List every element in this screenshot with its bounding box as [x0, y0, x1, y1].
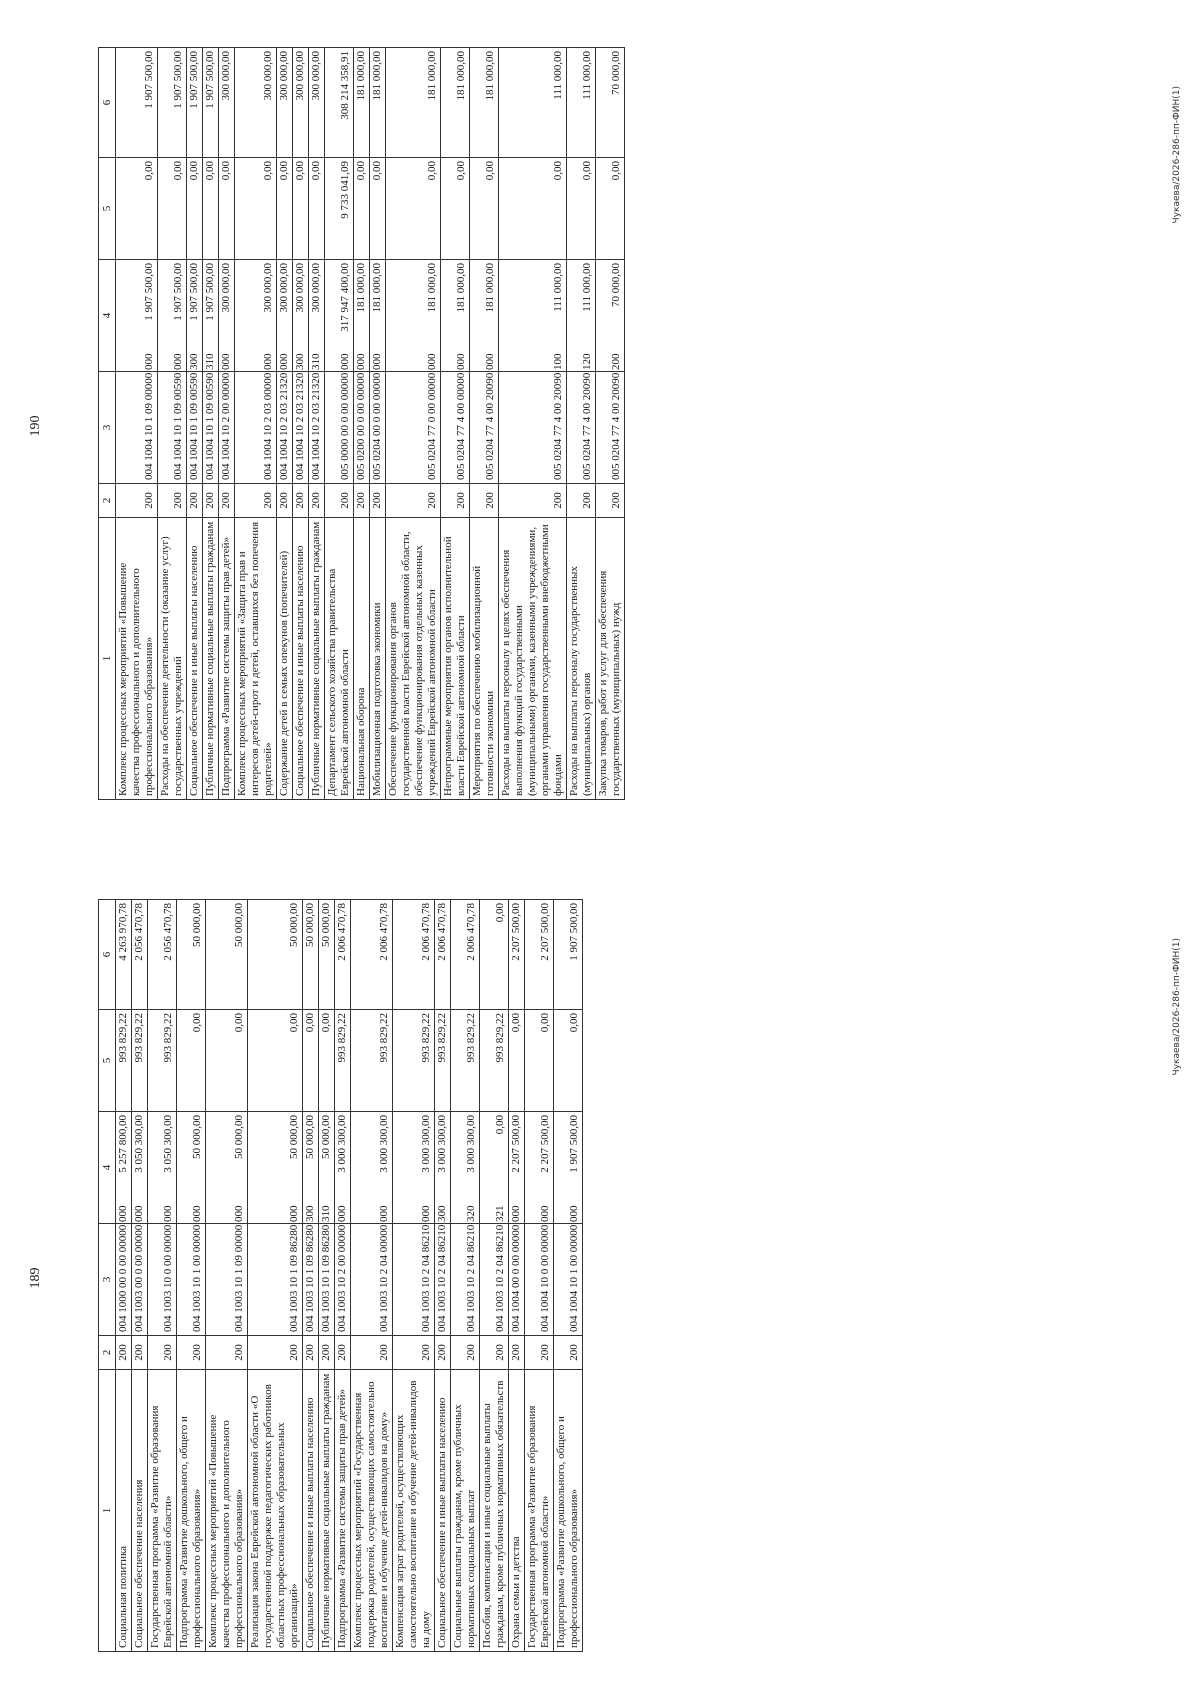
cell-change: 0,00 [567, 158, 596, 260]
cell-total: 2 207 500,00 [525, 900, 554, 1010]
cell-grbs: 200 [293, 484, 309, 518]
cell-code: 004 1004 10 1 09 00000 000 [116, 372, 158, 484]
cell-plan: 50 000,00 [303, 1112, 319, 1224]
cell-code: 004 1004 10 2 03 21320 310 [309, 372, 325, 484]
cell-name: Подпрограмма «Развитие дошкольного, общего и профессионального образования» [177, 1370, 206, 1652]
cell-total: 181 000,00 [370, 48, 386, 158]
cell-plan: 3 000 300,00 [393, 1112, 435, 1224]
cell-name: Публичные нормативные социальные выплаты гражданам [309, 518, 325, 800]
cell-grbs: 200 [132, 1336, 148, 1370]
cell-name: Социальное обеспечение и иные выплаты населению [187, 518, 203, 800]
cell-total: 181 000,00 [354, 48, 370, 158]
cell-code: 005 0204 77 4 00 20090 200 [596, 372, 625, 484]
cell-total: 1 907 500,00 [158, 48, 187, 158]
cell-grbs: 200 [499, 484, 567, 518]
table-header-row [99, 900, 116, 1652]
cell-total: 2 056 470,78 [132, 900, 148, 1010]
cell-plan: 111 000,00 [499, 260, 567, 372]
cell-grbs: 200 [354, 484, 370, 518]
cell-change: 0,00 [248, 1010, 303, 1112]
cell-grbs: 200 [303, 1336, 319, 1370]
cell-name: Социальная политика [116, 1370, 132, 1652]
table-row [148, 900, 177, 1652]
cell-change: 993 829,22 [451, 1010, 480, 1112]
cell-grbs: 200 [309, 484, 325, 518]
cell-plan: 300 000,00 [235, 260, 277, 372]
cell-plan: 111 000,00 [567, 260, 596, 372]
cell-total: 1 907 500,00 [554, 900, 583, 1010]
cell-grbs: 200 [351, 1336, 393, 1370]
table-row [335, 900, 351, 1652]
cell-code: 004 1004 10 1 09 00590 300 [187, 372, 203, 484]
cell-name: Расходы на выплаты персоналу государственных (муниципальных) органов [567, 518, 596, 800]
cell-change: 993 829,22 [335, 1010, 351, 1112]
table-row [435, 900, 451, 1652]
cell-name: Публичные нормативные социальные выплаты гражданам [203, 518, 219, 800]
cell-grbs: 200 [187, 484, 203, 518]
cell-total: 300 000,00 [293, 48, 309, 158]
cell-name: Подпрограмма «Развитие системы защиты прав детей» [219, 518, 235, 800]
cell-total: 50 000,00 [177, 900, 206, 1010]
cell-plan: 1 907 500,00 [554, 1112, 583, 1224]
cell-total: 4 263 970,78 [116, 900, 132, 1010]
cell-change: 0,00 [354, 158, 370, 260]
cell-plan: 3 050 300,00 [148, 1112, 177, 1224]
table-row [277, 48, 293, 800]
cell-change: 0,00 [293, 158, 309, 260]
page-number: 189 [28, 1267, 43, 1289]
table-header-row [99, 48, 116, 800]
cell-name: Комплекс процессных мероприятий «Повышение качества профессионального и дополнительного профессионального образования» [206, 1370, 248, 1652]
cell-total: 2 006 470,78 [351, 900, 393, 1010]
cell-plan: 1 907 500,00 [203, 260, 219, 372]
cell-total: 50 000,00 [206, 900, 248, 1010]
cell-name: Непрограммные мероприятия органов исполнительной власти Еврейской автономной области [441, 518, 470, 800]
column-header: 5 [99, 1010, 116, 1112]
cell-name: Пособия, компенсации и иные социальные выплаты гражданам, кроме публичных нормативных обязательств [480, 1370, 509, 1652]
cell-total: 1 907 500,00 [203, 48, 219, 158]
page-189-block [0, 852, 1200, 1704]
cell-plan: 300 000,00 [293, 260, 309, 372]
cell-code: 005 0204 77 4 00 20090 000 [470, 372, 499, 484]
cell-plan: 3 000 300,00 [335, 1112, 351, 1224]
column-header: 6 [99, 48, 116, 158]
cell-name: Национальная оборона [354, 518, 370, 800]
cell-plan: 300 000,00 [219, 260, 235, 372]
cell-code: 004 1003 10 2 04 86210 321 [480, 1224, 509, 1336]
cell-plan: 1 907 500,00 [187, 260, 203, 372]
cell-total: 111 000,00 [567, 48, 596, 158]
cell-name: Комплекс процессных мероприятий «Государственная поддержка родителей, осуществляющих самостоятельно воспитание и обучение детей-инвалидов на дому» [351, 1370, 393, 1652]
cell-code: 004 1004 10 1 00 00000 000 [554, 1224, 583, 1336]
cell-name: Социальные выплаты гражданам, кроме публичных нормативных социальных выплат [451, 1370, 480, 1652]
table-row [525, 900, 554, 1652]
cell-code: 004 1004 10 2 03 00000 000 [235, 372, 277, 484]
table-row [354, 48, 370, 800]
cell-code: 004 1003 00 0 00 00000 000 [132, 1224, 148, 1336]
table-row [235, 48, 277, 800]
cell-plan: 181 000,00 [370, 260, 386, 372]
cell-change: 0,00 [309, 158, 325, 260]
column-header: 4 [99, 260, 116, 372]
cell-change: 993 829,22 [148, 1010, 177, 1112]
cell-change: 0,00 [158, 158, 187, 260]
cell-grbs: 200 [206, 1336, 248, 1370]
cell-code: 004 1003 10 2 04 86210 000 [393, 1224, 435, 1336]
cell-total: 2 207 500,00 [509, 900, 525, 1010]
table-row [248, 900, 303, 1652]
cell-grbs: 200 [470, 484, 499, 518]
cell-grbs: 200 [393, 1336, 435, 1370]
cell-code: 004 1004 10 2 03 21320 000 [277, 372, 293, 484]
cell-code: 004 1004 10 0 00 00000 000 [525, 1224, 554, 1336]
cell-grbs: 200 [203, 484, 219, 518]
cell-plan: 50 000,00 [248, 1112, 303, 1224]
cell-code: 005 0204 00 0 00 00000 000 [370, 372, 386, 484]
table-row [509, 900, 525, 1652]
cell-plan: 181 000,00 [354, 260, 370, 372]
cell-code: 005 0000 00 0 00 00000 000 [325, 372, 354, 484]
cell-grbs: 200 [116, 1336, 132, 1370]
cell-code: 005 0204 77 4 00 20090 100 [499, 372, 567, 484]
cell-grbs: 200 [158, 484, 187, 518]
cell-name: Комплекс процессных мероприятий «Защита прав и интересов детей-сирот и детей, оставшихся без попечения родителей» [235, 518, 277, 800]
cell-code: 004 1003 10 2 04 00000 000 [351, 1224, 393, 1336]
cell-change: 0,00 [303, 1010, 319, 1112]
cell-total: 50 000,00 [248, 900, 303, 1010]
cell-plan: 0,00 [480, 1112, 509, 1224]
cell-grbs: 200 [509, 1336, 525, 1370]
table-row [309, 48, 325, 800]
table-row [351, 900, 393, 1652]
cell-total: 181 000,00 [441, 48, 470, 158]
cell-total: 300 000,00 [219, 48, 235, 158]
cell-change: 993 829,22 [351, 1010, 393, 1112]
cell-change: 0,00 [187, 158, 203, 260]
cell-name: Публичные нормативные социальные выплаты гражданам [319, 1370, 335, 1652]
cell-code: 004 1004 10 2 03 21320 300 [293, 372, 309, 484]
page-number: 190 [28, 415, 43, 437]
cell-grbs: 200 [148, 1336, 177, 1370]
cell-plan: 300 000,00 [309, 260, 325, 372]
cell-code: 004 1003 10 1 09 86280 310 [319, 1224, 335, 1336]
cell-plan: 3 000 300,00 [451, 1112, 480, 1224]
cell-change: 0,00 [370, 158, 386, 260]
table-row [187, 48, 203, 800]
table-row [370, 48, 386, 800]
cell-change: 0,00 [554, 1010, 583, 1112]
table-row [206, 900, 248, 1652]
table-row [132, 900, 148, 1652]
cell-plan: 2 207 500,00 [525, 1112, 554, 1224]
cell-change: 0,00 [319, 1010, 335, 1112]
table-row [177, 900, 206, 1652]
cell-change: 993 829,22 [480, 1010, 509, 1112]
cell-change: 0,00 [596, 158, 625, 260]
cell-change: 0,00 [203, 158, 219, 260]
table-row [441, 48, 470, 800]
cell-code: 005 0204 77 0 00 00000 000 [386, 372, 441, 484]
cell-total: 2 006 470,78 [335, 900, 351, 1010]
table-row [158, 48, 187, 800]
cell-grbs: 200 [441, 484, 470, 518]
table-row [393, 900, 435, 1652]
table-row [319, 900, 335, 1652]
table-row [470, 48, 499, 800]
cell-name: Подпрограмма «Развитие системы защиты прав детей» [335, 1370, 351, 1652]
cell-change: 0,00 [386, 158, 441, 260]
cell-total: 0,00 [480, 900, 509, 1010]
cell-name: Государственная программа «Развитие образования Еврейской автономной области» [525, 1370, 554, 1652]
cell-change: 0,00 [206, 1010, 248, 1112]
table-row [480, 900, 509, 1652]
table-row [293, 48, 309, 800]
cell-code: 004 1004 10 1 09 00590 310 [203, 372, 219, 484]
table-row [303, 900, 319, 1652]
cell-plan: 5 257 800,00 [116, 1112, 132, 1224]
cell-total: 1 907 500,00 [187, 48, 203, 158]
cell-name: Государственная программа «Развитие образования Еврейской автономной области» [148, 1370, 177, 1652]
cell-code: 005 0200 00 0 00 00000 000 [354, 372, 370, 484]
cell-name: Комплекс процессных мероприятий «Повышение качества профессионального и дополнительного профессионального образования» [116, 518, 158, 800]
cell-grbs: 200 [554, 1336, 583, 1370]
cell-total: 181 000,00 [470, 48, 499, 158]
cell-name: Мероприятия по обеспечению мобилизационной готовности экономики [470, 518, 499, 800]
cell-change: 0,00 [177, 1010, 206, 1112]
cell-code: 004 1003 10 1 00 00000 000 [177, 1224, 206, 1336]
table-row [325, 48, 354, 800]
cell-name: Расходы на выплаты персоналу в целях обеспечения выполнения функций государственными (муниципальными) органами, казенными учреждениями, органами управления государственными внебюджетными фондами [499, 518, 567, 800]
cell-change: 0,00 [499, 158, 567, 260]
cell-plan: 181 000,00 [441, 260, 470, 372]
cell-total: 2 006 470,78 [451, 900, 480, 1010]
cell-plan: 3 000 300,00 [351, 1112, 393, 1224]
cell-name: Реализация закона Еврейской автономной области «О государственной поддержке педагогических работников областных профессиональных образовательных организаций» [248, 1370, 303, 1652]
cell-grbs: 200 [248, 1336, 303, 1370]
cell-plan: 3 050 300,00 [132, 1112, 148, 1224]
cell-change: 0,00 [277, 158, 293, 260]
cell-change: 0,00 [235, 158, 277, 260]
cell-grbs: 200 [219, 484, 235, 518]
cell-change: 0,00 [525, 1010, 554, 1112]
cell-total: 300 000,00 [277, 48, 293, 158]
cell-plan: 1 907 500,00 [116, 260, 158, 372]
cell-change: 993 829,22 [393, 1010, 435, 1112]
cell-plan: 2 207 500,00 [509, 1112, 525, 1224]
cell-grbs: 200 [567, 484, 596, 518]
cell-name: Компенсация затрат родителей, осуществляющих самостоятельно воспитание и обучение детей-инвалидов на дому [393, 1370, 435, 1652]
cell-change: 9 733 041,09 [325, 158, 354, 260]
cell-code: 004 1003 10 2 04 86210 300 [435, 1224, 451, 1336]
cell-name: Социальное обеспечение и иные выплаты населению [435, 1370, 451, 1652]
cell-total: 2 006 470,78 [393, 900, 435, 1010]
column-header: 4 [99, 1112, 116, 1224]
cell-name: Департамент сельского хозяйства правительства Еврейской автономной области [325, 518, 354, 800]
cell-plan: 181 000,00 [470, 260, 499, 372]
cell-code: 004 1003 10 1 09 00000 000 [206, 1224, 248, 1336]
column-header: 2 [99, 484, 116, 518]
cell-change: 993 829,22 [132, 1010, 148, 1112]
cell-total: 50 000,00 [319, 900, 335, 1010]
cell-grbs: 200 [525, 1336, 554, 1370]
cell-code: 004 1000 00 0 00 00000 000 [116, 1224, 132, 1336]
cell-name: Расходы на обеспечение деятельности (оказание услуг) государственных учреждений [158, 518, 187, 800]
cell-name: Мобилизационная подготовка экономики [370, 518, 386, 800]
cell-grbs: 200 [235, 484, 277, 518]
cell-grbs: 200 [116, 484, 158, 518]
cell-plan: 1 907 500,00 [158, 260, 187, 372]
cell-name: Подпрограмма «Развитие дошкольного, общего и профессионального образования» [554, 1370, 583, 1652]
table-row [554, 900, 583, 1652]
cell-total: 308 214 358,91 [325, 48, 354, 158]
cell-code: 004 1004 10 1 09 00590 000 [158, 372, 187, 484]
cell-name: Закупка товаров, работ и услуг для обеспечения государственных (муниципальных) нужд [596, 518, 625, 800]
cell-plan: 50 000,00 [206, 1112, 248, 1224]
cell-code: 004 1003 10 2 04 86210 320 [451, 1224, 480, 1336]
cell-code: 004 1003 10 1 09 86280 000 [248, 1224, 303, 1336]
column-header: 3 [99, 1224, 116, 1336]
cell-code: 004 1003 10 1 09 86280 300 [303, 1224, 319, 1336]
table-row [451, 900, 480, 1652]
budget-table [98, 899, 583, 1652]
cell-code: 005 0204 77 4 00 20090 120 [567, 372, 596, 484]
table-row [116, 48, 158, 800]
cell-name: Охрана семьи и детства [509, 1370, 525, 1652]
column-header: 1 [99, 518, 116, 800]
cell-name: Социальное обеспечение и иные выплаты населению [293, 518, 309, 800]
cell-code: 004 1003 10 0 00 00000 000 [148, 1224, 177, 1336]
table-row [567, 48, 596, 800]
cell-grbs: 200 [480, 1336, 509, 1370]
cell-total: 2 056 470,78 [148, 900, 177, 1010]
cell-grbs: 200 [386, 484, 441, 518]
column-header: 1 [99, 1370, 116, 1652]
cell-name: Обеспечение функционирования органов государственной власти Еврейской автономной области, обеспечение функционирования отдельных казенных учреждений Еврейской автономной области [386, 518, 441, 800]
cell-plan: 3 000 300,00 [435, 1112, 451, 1224]
cell-grbs: 200 [335, 1336, 351, 1370]
cell-name: Содержание детей в семьях опекунов (попечителей) [277, 518, 293, 800]
table-row [219, 48, 235, 800]
cell-change: 993 829,22 [116, 1010, 132, 1112]
cell-grbs: 200 [435, 1336, 451, 1370]
cell-code: 004 1004 10 2 00 00000 000 [219, 372, 235, 484]
cell-grbs: 200 [596, 484, 625, 518]
cell-plan: 181 000,00 [386, 260, 441, 372]
footer-stamp: Чукаева/2026-286-пп-ФИН(1) [1172, 86, 1182, 224]
table-row [596, 48, 625, 800]
cell-grbs: 200 [370, 484, 386, 518]
cell-change: 0,00 [509, 1010, 525, 1112]
column-header: 2 [99, 1336, 116, 1370]
cell-code: 004 1003 10 2 00 00000 000 [335, 1224, 351, 1336]
column-header: 3 [99, 372, 116, 484]
cell-total: 181 000,00 [386, 48, 441, 158]
cell-change: 0,00 [219, 158, 235, 260]
cell-total: 300 000,00 [235, 48, 277, 158]
column-header: 5 [99, 158, 116, 260]
cell-total: 111 000,00 [499, 48, 567, 158]
cell-plan: 300 000,00 [277, 260, 293, 372]
table-row [203, 48, 219, 800]
cell-grbs: 200 [319, 1336, 335, 1370]
cell-change: 993 829,22 [435, 1010, 451, 1112]
table-row [499, 48, 567, 800]
cell-plan: 50 000,00 [177, 1112, 206, 1224]
cell-change: 0,00 [470, 158, 499, 260]
cell-code: 004 1004 00 0 00 00000 000 [509, 1224, 525, 1336]
table-row [386, 48, 441, 800]
column-header: 6 [99, 900, 116, 1010]
cell-plan: 70 000,00 [596, 260, 625, 372]
rotated-page-189 [0, 852, 1200, 1704]
cell-total: 300 000,00 [309, 48, 325, 158]
budget-table [98, 47, 625, 800]
cell-name: Социальное обеспечение и иные выплаты населению [303, 1370, 319, 1652]
cell-plan: 317 947 400,00 [325, 260, 354, 372]
cell-name: Социальное обеспечение населения [132, 1370, 148, 1652]
cell-change: 0,00 [441, 158, 470, 260]
footer-stamp: Чукаева/2026-286-пп-ФИН(1) [1172, 938, 1182, 1076]
cell-grbs: 200 [451, 1336, 480, 1370]
cell-grbs: 200 [325, 484, 354, 518]
cell-total: 50 000,00 [303, 900, 319, 1010]
cell-plan: 50 000,00 [319, 1112, 335, 1224]
cell-grbs: 200 [177, 1336, 206, 1370]
cell-total: 70 000,00 [596, 48, 625, 158]
table-row [116, 900, 132, 1652]
cell-grbs: 200 [277, 484, 293, 518]
cell-total: 1 907 500,00 [116, 48, 158, 158]
cell-total: 2 006 470,78 [435, 900, 451, 1010]
cell-code: 005 0204 77 4 00 00000 000 [441, 372, 470, 484]
cell-change: 0,00 [116, 158, 158, 260]
